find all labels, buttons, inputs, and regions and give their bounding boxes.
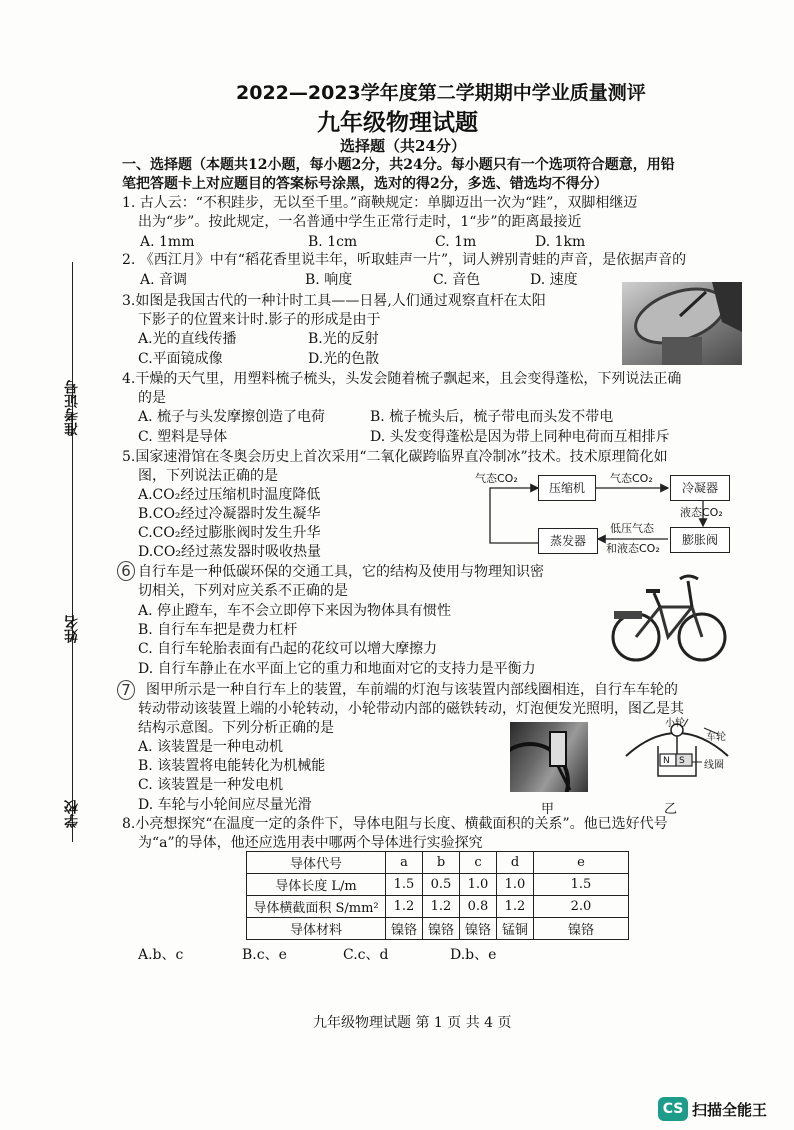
q6-option-b: B. 自行车车把是费力杠杆	[138, 622, 298, 638]
q2-option-b: B. 响度	[305, 272, 353, 288]
instructions-line-2: 笔把答题卡上对应题目的答案标号涂黑，选对的得2分，多选、错选均不得分）	[122, 176, 608, 192]
q1-stem-1: 1. 古人云：“不积跬步，无以至千里。”商鞅规定：单脚迈出一次为“跬”，双脚相继迈	[122, 195, 638, 211]
q7-stem-1: 图甲所示是一种自行车上的装置，车前端的灯泡与该装置内部线圈相连，自行车车轮的	[146, 682, 678, 698]
table-cell: 1.0	[460, 874, 497, 896]
gas-co2-in-label: 气态CO₂	[475, 472, 518, 485]
table-cell: 镍铬	[386, 918, 423, 940]
binding-line	[72, 262, 73, 842]
q7-stem-2: 转动带动该装置上端的小轮转动，小轮带动内部的磁铁转动，灯泡便发光照明，图乙是其	[138, 701, 684, 717]
table-cell: 1.0	[497, 874, 534, 896]
q8-option-c: C.c、d	[343, 947, 389, 963]
table-cell: 1.5	[386, 874, 423, 896]
camscanner-text: 扫描全能王	[692, 1101, 768, 1119]
table-cell: 2.0	[534, 896, 629, 918]
q7-stem-3: 结构示意图。下列分析正确的是	[138, 720, 334, 736]
evaporator-box: 蒸发器	[538, 528, 598, 554]
school-label: 学校	[64, 800, 80, 828]
q1-option-b: B. 1cm	[308, 234, 358, 250]
subject-title: 九年级物理试题	[317, 110, 478, 136]
q4-option-c: C. 塑料是导体	[138, 429, 228, 445]
table-header-row	[247, 852, 629, 874]
table-cell: 导体材料	[247, 918, 386, 940]
q3-option-a: A.光的直线传播	[138, 331, 237, 347]
q6-option-a: A. 停止蹬车，车不会立即停下来因为物体具有惯性	[138, 603, 452, 619]
table-cell: 1.2	[423, 896, 460, 918]
low-pressure-label-2: 和液态CO₂	[606, 542, 660, 555]
q6-option-d: D. 自行车静止在水平面上它的重力和地面对它的支持力是平衡力	[138, 661, 536, 677]
q5-option-a: A.CO₂经过压缩机时温度降低	[138, 487, 321, 503]
q6-stem-1: 自行车是一种低碳环保的交通工具，它的结构及使用与物理知识密	[138, 564, 544, 580]
q3-stem-2: 下影子的位置来计时.影子的形成是由于	[138, 312, 381, 328]
table-cell: 锰铜	[497, 918, 534, 940]
exam-number-label: 准考证号	[64, 380, 80, 436]
q5-option-c: C.CO₂经过膨胀阀时发生升华	[138, 525, 321, 541]
dynamo-photo	[510, 722, 588, 792]
q8-option-d: D.b、e	[450, 947, 497, 963]
q8-option-a: A.b、c	[138, 947, 184, 963]
q4-option-a: A. 梳子与头发摩擦创造了电荷	[138, 409, 326, 425]
q8-stem-1: 8.小亮想探究“在温度一定的条件下，导体电阻与长度、横截面积的关系”。他已选好代号	[122, 816, 668, 832]
q6-hand-mark: 6	[117, 561, 135, 581]
q2-option-d: D. 速度	[530, 272, 578, 288]
table-cell: 导体横截面积 S/mm²	[247, 896, 386, 918]
q5-stem-2: 图，下列说法正确的是	[138, 468, 278, 484]
table-row	[247, 874, 629, 896]
table-header-cell: b	[423, 852, 460, 874]
instructions-line-1: 一、选择题（本题共12小题，每小题2分，共24分。每小题只有一个选项符合题意，用铅	[122, 157, 675, 173]
low-pressure-label-1: 低压气态	[610, 522, 654, 535]
q7-option-b: B. 该装置将电能转化为机械能	[138, 758, 326, 774]
compressor-box: 压缩机	[538, 475, 596, 501]
magnet-s-label: S	[679, 756, 685, 766]
q5-option-b: B.CO₂经过冷凝器时发生凝华	[138, 506, 321, 522]
q3-stem-1: 3.如图是我国古代的一种计时工具——日晷,人们通过观察直杆在太阳	[122, 293, 546, 309]
table-header-cell: d	[497, 852, 534, 874]
table-row	[247, 918, 629, 940]
q5-stem-1: 5.国家速滑馆在冬奥会历史上首次采用“二氧化碳跨临界直冷制冰”技术。技术原理简化如	[122, 449, 668, 465]
q6-stem-2: 切相关，下列对应关系不正确的是	[138, 583, 348, 599]
name-label: 姓名	[64, 615, 80, 643]
table-header-cell: e	[534, 852, 629, 874]
bicycle-photo	[610, 567, 728, 667]
q5-option-d: D.CO₂经过蒸发器时吸收热量	[138, 544, 321, 560]
fig-b-label: 乙	[664, 802, 678, 817]
table-row	[247, 896, 629, 918]
table-header-cell: c	[460, 852, 497, 874]
sundial-photo	[622, 282, 742, 365]
camscanner-logo: CS	[658, 1097, 688, 1121]
coil-label: 线圈	[704, 760, 724, 771]
magnet-n-label: N	[663, 756, 670, 766]
q4-option-b: B. 梳子梳头后，梳子带电而头发不带电	[370, 409, 614, 425]
small-wheel-label: 小轮	[665, 718, 685, 729]
q2-option-a: A. 音调	[140, 272, 188, 288]
table-header-cell: 导体代号	[247, 852, 386, 874]
q1-option-a: A. 1mm	[140, 234, 195, 250]
table-cell: 1.2	[386, 896, 423, 918]
table-cell: 1.2	[497, 896, 534, 918]
q7-hand-mark: 7	[117, 680, 135, 700]
q7-option-c: C. 该装置是一种发电机	[138, 777, 284, 793]
fig-a-label: 甲	[541, 802, 555, 817]
table-cell: 1.5	[534, 874, 629, 896]
q4-stem-2: 的是	[138, 390, 166, 406]
page-footer: 九年级物理试题 第 1 页 共 4 页	[313, 1015, 512, 1031]
q7-option-d: D. 车轮与小轮间应尽量光滑	[138, 797, 312, 813]
q8-stem-2: 为“a”的导体，他还应选用表中哪两个导体进行实验探究	[138, 835, 483, 851]
table-header-cell: a	[386, 852, 423, 874]
q1-stem-2: 出为“步”。按此规定，一名普通中学生正常行走时，1“步”的距离最接近	[138, 214, 582, 230]
table-cell: 镍铬	[423, 918, 460, 940]
q6-option-c: C. 自行车轮胎表面有凸起的花纹可以增大摩擦力	[138, 641, 438, 657]
gas-co2-mid-label: 气态CO₂	[610, 472, 653, 485]
q4-option-d: D. 头发变得蓬松是因为带上同种电荷而互相排斥	[370, 429, 670, 445]
q2-option-c: C. 音色	[433, 272, 481, 288]
q1-option-c: C. 1m	[435, 234, 477, 250]
q3-option-d: D.光的色散	[308, 351, 380, 367]
q7-option-a: A. 该装置是一种电动机	[138, 739, 284, 755]
table-cell: 0.8	[460, 896, 497, 918]
table-cell: 镍铬	[534, 918, 629, 940]
liquid-co2-label: 液态CO₂	[680, 506, 723, 519]
q1-option-d: D. 1km	[535, 234, 586, 250]
q2-stem: 2. 《西江月》中有“稻花香里说丰年，听取蛙声一片”，词人辨别青蛙的声音，是依据声音的	[122, 252, 687, 268]
exam-title: 2022—2023学年度第二学期期中学业质量测评	[236, 82, 646, 104]
table-cell: 镍铬	[460, 918, 497, 940]
expansion-valve-box: 膨胀阀	[670, 527, 730, 553]
q8-option-b: B.c、e	[242, 947, 287, 963]
table-cell: 导体长度 L/m	[247, 874, 386, 896]
conductor-table	[246, 851, 629, 940]
q3-option-c: C.平面镜成像	[138, 351, 223, 367]
q4-stem-1: 4.干燥的天气里，用塑料梳子梳头，头发会随着梳子飘起来，且会变得蓬松，下列说法正确	[122, 371, 682, 387]
q3-option-b: B.光的反射	[308, 331, 379, 347]
table-cell: 0.5	[423, 874, 460, 896]
wheel-label: 车轮	[706, 732, 726, 743]
condenser-box: 冷凝器	[670, 475, 730, 501]
section-title: 选择题（共24分）	[340, 137, 466, 155]
